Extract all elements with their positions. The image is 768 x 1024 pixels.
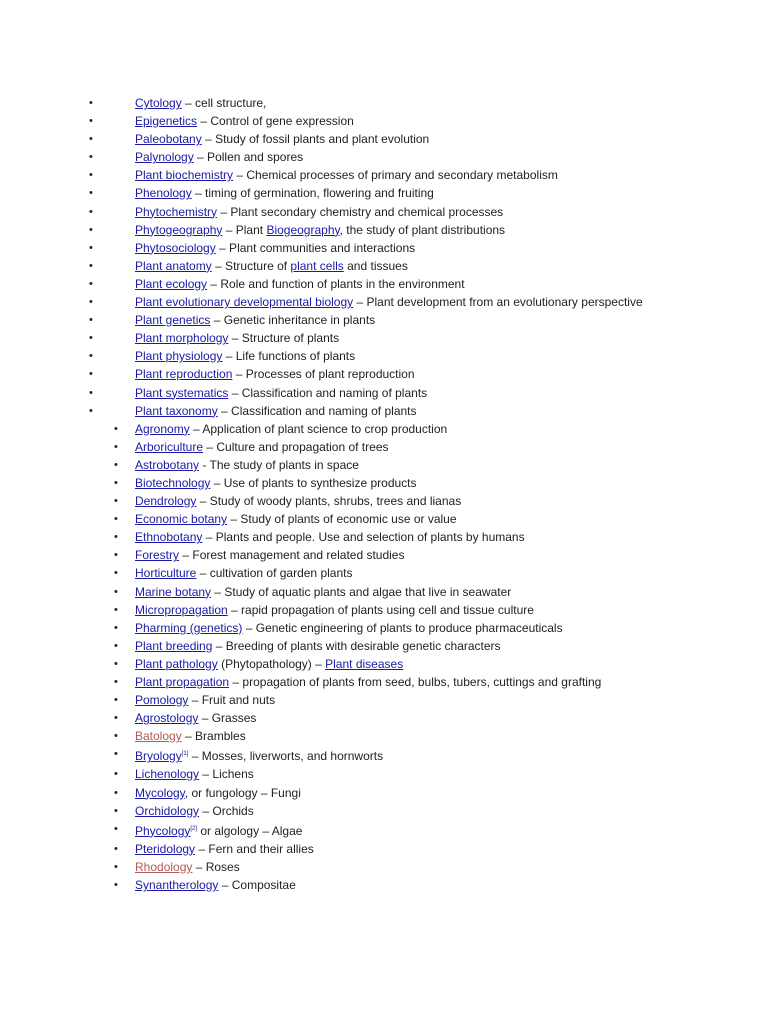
bullet-icon: • xyxy=(114,657,118,670)
term-description: – Pollen and spores xyxy=(193,150,304,165)
term-link[interactable]: Astrobotany xyxy=(135,457,200,472)
list-item xyxy=(0,221,768,239)
term-description: (Phytopathology) – xyxy=(217,656,326,671)
bullet-icon: • xyxy=(114,603,118,616)
term-description: – cell structure, xyxy=(181,96,267,110)
term-description: – Structure of plants xyxy=(228,331,340,346)
term-link[interactable]: Epigenetics xyxy=(135,114,198,129)
term-link[interactable]: Phytochemistry xyxy=(135,204,218,219)
term-description: – cultivation of garden plants xyxy=(196,566,353,581)
bullet-icon: • xyxy=(114,694,118,707)
list-item xyxy=(0,601,768,619)
list-item xyxy=(0,130,768,148)
term-link[interactable]: Dendrology xyxy=(135,494,197,509)
term-description: – timing of germination, flowering and fruiting xyxy=(191,186,434,201)
list-item xyxy=(0,329,768,347)
list-item xyxy=(0,876,768,894)
term-link[interactable]: Plant propagation xyxy=(135,675,230,689)
bullet-icon: • xyxy=(89,277,93,290)
term-description: – Plant secondary chemistry and chemical processes xyxy=(217,204,504,219)
bullet-icon: • xyxy=(114,495,118,508)
list-item xyxy=(0,492,768,510)
bullet-icon: • xyxy=(114,712,118,725)
bullet-icon: • xyxy=(114,585,118,598)
bullet-icon: • xyxy=(89,97,93,109)
inline-link[interactable]: Biogeography xyxy=(266,222,340,237)
document-body xyxy=(0,94,768,894)
term-description: – Classification and naming of plants xyxy=(217,403,417,418)
term-description: – Study of woody plants, shrubs, trees and lianas xyxy=(196,494,462,509)
botany-subdisciplines-list xyxy=(0,94,768,420)
bullet-icon: • xyxy=(114,476,118,489)
list-item xyxy=(0,402,768,420)
list-item xyxy=(0,510,768,528)
bullet-icon: • xyxy=(114,822,118,835)
list-item xyxy=(0,456,768,474)
list-item xyxy=(0,619,768,637)
term-link[interactable]: Phycology xyxy=(135,823,191,838)
list-item xyxy=(0,784,768,802)
term-link[interactable]: Plant physiology xyxy=(135,349,223,364)
bullet-icon: • xyxy=(114,768,118,781)
list-item xyxy=(0,384,768,402)
term-description: – Lichens xyxy=(199,767,254,782)
bullet-icon: • xyxy=(114,549,118,562)
list-item xyxy=(0,275,768,293)
list-item xyxy=(0,148,768,166)
term-link[interactable]: Horticulture xyxy=(135,566,197,581)
term-description: - The study of plants in space xyxy=(199,457,359,472)
bullet-icon: • xyxy=(114,440,118,453)
term-link[interactable]: Plant breeding xyxy=(135,638,213,653)
bullet-icon: • xyxy=(114,730,118,743)
term-link[interactable]: Palynology xyxy=(135,150,194,165)
term-description: – Fruit and nuts xyxy=(188,693,276,708)
bullet-icon: • xyxy=(89,205,93,218)
list-item xyxy=(0,239,768,257)
term-link[interactable]: Plant evolutionary developmental biology xyxy=(135,295,354,310)
term-link[interactable]: Plant taxonomy xyxy=(135,403,218,418)
applied-botany-sublist xyxy=(0,420,768,894)
list-item xyxy=(0,727,768,745)
citation-link[interactable]: [2] xyxy=(190,825,198,832)
bullet-icon: • xyxy=(89,368,93,381)
bullet-icon: • xyxy=(114,513,118,526)
bullet-icon: • xyxy=(89,241,93,254)
bullet-icon: • xyxy=(89,350,93,363)
term-link[interactable]: Phytogeography xyxy=(135,222,223,237)
term-description: – Brambles xyxy=(181,729,246,744)
term-link[interactable]: Cytology xyxy=(135,96,182,110)
bullet-icon: • xyxy=(89,314,93,327)
term-description: , or fungology – Fungi xyxy=(184,785,301,800)
list-item xyxy=(0,840,768,858)
list-item xyxy=(0,438,768,456)
bullet-icon: • xyxy=(114,531,118,544)
bullet-icon: • xyxy=(89,169,93,182)
term-link[interactable]: Phytosociology xyxy=(135,240,216,255)
bullet-icon: • xyxy=(89,187,93,200)
term-description: – Role and function of plants in the environment xyxy=(207,276,465,291)
term-description-tail: and tissues xyxy=(343,258,408,273)
list-item xyxy=(0,112,768,130)
term-description-tail: , the study of plant distributions xyxy=(339,222,506,237)
term-description: – Compositae xyxy=(218,878,296,893)
list-item xyxy=(0,564,768,582)
term-description: – Plant communities and interactions xyxy=(215,240,416,255)
bullet-icon: • xyxy=(114,804,118,817)
bullet-icon: • xyxy=(114,676,118,688)
list-item xyxy=(0,673,768,691)
bullet-icon: • xyxy=(89,115,93,128)
term-description: – Grasses xyxy=(198,711,257,726)
bullet-icon: • xyxy=(89,332,93,345)
term-link[interactable]: Forestry xyxy=(135,548,180,563)
list-item xyxy=(0,637,768,655)
bullet-icon: • xyxy=(89,259,93,272)
list-item xyxy=(0,203,768,221)
bullet-icon: • xyxy=(114,748,118,761)
term-link[interactable]: Plant systematics xyxy=(135,385,229,400)
bullet-icon: • xyxy=(114,567,118,580)
term-description: – Application of plant science to crop production xyxy=(189,421,448,436)
list-item xyxy=(0,820,768,840)
term-link[interactable]: Synantherology xyxy=(135,878,219,893)
bullet-icon: • xyxy=(114,842,118,855)
citation-link[interactable]: [1] xyxy=(181,751,189,758)
list-item xyxy=(0,184,768,202)
term-description: – Roses xyxy=(192,859,240,874)
term-description: – Chemical processes of primary and secondary metabolism xyxy=(233,168,558,183)
bullet-icon: • xyxy=(89,133,93,146)
term-link[interactable]: Orchidology xyxy=(135,803,200,818)
list-item xyxy=(0,583,768,601)
term-link[interactable]: Plant reproduction xyxy=(135,367,233,382)
term-link[interactable]: Plant pathology xyxy=(135,656,218,671)
term-link[interactable]: Batology xyxy=(135,729,182,744)
list-item xyxy=(0,655,768,673)
term-link[interactable]: Micropropagation xyxy=(135,602,228,617)
list-item xyxy=(0,546,768,564)
list-item xyxy=(0,691,768,709)
list-item xyxy=(0,420,768,438)
term-link[interactable]: Pteridology xyxy=(135,841,196,856)
list-item xyxy=(0,709,768,727)
term-link[interactable]: Plant genetics xyxy=(135,313,211,328)
term-link[interactable]: Ethnobotany xyxy=(135,530,203,545)
term-description: – Culture and propagation of trees xyxy=(203,439,389,454)
term-description: or algology – Algae xyxy=(197,823,303,838)
bullet-icon: • xyxy=(89,404,93,417)
list-item xyxy=(0,257,768,275)
list-item xyxy=(0,311,768,329)
term-description: – Life functions of plants xyxy=(222,349,356,364)
bullet-icon: • xyxy=(114,879,118,892)
bullet-icon: • xyxy=(89,296,93,309)
bullet-icon: • xyxy=(114,786,118,799)
term-link[interactable]: Lichenology xyxy=(135,767,200,782)
term-description: – Mosses, liverworts, and hornworts xyxy=(188,749,384,764)
term-link[interactable]: Agrostology xyxy=(135,711,199,726)
term-description: – Plant development from an evolutionary perspective xyxy=(353,295,643,310)
term-link[interactable]: Biotechnology xyxy=(135,475,211,490)
term-description: – Processes of plant reproduction xyxy=(232,367,415,382)
bullet-icon: • xyxy=(114,639,118,652)
term-link[interactable]: Agronomy xyxy=(135,421,190,436)
list-item xyxy=(0,858,768,876)
inline-link[interactable]: Plant diseases xyxy=(325,656,404,671)
bullet-icon: • xyxy=(89,386,93,399)
term-description: – Genetic inheritance in plants xyxy=(210,313,376,328)
term-description: – Study of aquatic plants and algae that live in seawater xyxy=(211,584,512,599)
term-description: – Classification and naming of plants xyxy=(228,385,428,400)
bullet-icon: • xyxy=(114,860,118,873)
term-description: – Forest management and related studies xyxy=(179,548,405,563)
list-item xyxy=(0,802,768,820)
bullet-icon: • xyxy=(114,458,118,471)
term-description: – Plants and people. Use and selection of plants by humans xyxy=(202,530,525,545)
list-item xyxy=(0,765,768,783)
term-link[interactable]: Plant biochemistry xyxy=(135,168,234,183)
list-item xyxy=(0,365,768,383)
bullet-icon: • xyxy=(89,151,93,164)
list-item xyxy=(0,166,768,184)
list-item xyxy=(0,94,768,112)
term-description: – propagation of plants from seed, bulbs, tubers, cuttings and grafting xyxy=(229,675,602,689)
list-item xyxy=(0,745,768,765)
term-description: – Study of fossil plants and plant evolution xyxy=(201,132,430,147)
term-description: – Genetic engineering of plants to produce pharmaceuticals xyxy=(242,620,563,635)
term-link[interactable]: Bryology xyxy=(135,749,182,764)
term-description: – Breeding of plants with desirable genetic characters xyxy=(212,638,501,653)
term-description: – Use of plants to synthesize products xyxy=(210,475,417,490)
term-link[interactable]: Arboriculture xyxy=(135,439,204,454)
term-link[interactable]: Pharming (genetics) xyxy=(135,620,243,635)
term-description: – Control of gene expression xyxy=(197,114,354,129)
term-link[interactable]: Economic botany xyxy=(135,512,228,527)
bullet-icon: • xyxy=(114,621,118,634)
term-link[interactable]: Paleobotany xyxy=(135,132,202,147)
list-item xyxy=(0,293,768,311)
term-link[interactable]: Rhodology xyxy=(135,859,193,874)
term-description: – Orchids xyxy=(199,803,254,818)
term-link[interactable]: Marine botany xyxy=(135,584,212,599)
term-link[interactable]: Plant ecology xyxy=(135,276,208,291)
list-item xyxy=(0,528,768,546)
bullet-icon: • xyxy=(89,223,93,236)
term-description: – Structure of xyxy=(211,258,291,273)
term-link[interactable]: Phenology xyxy=(135,186,192,201)
term-description: – rapid propagation of plants using cell and tissue culture xyxy=(227,602,534,617)
bullet-icon: • xyxy=(114,422,118,435)
inline-link[interactable]: plant cells xyxy=(290,258,344,273)
term-description: – Plant xyxy=(222,222,267,237)
term-description: – Fern and their allies xyxy=(195,841,314,856)
list-item xyxy=(0,347,768,365)
term-link[interactable]: Pomology xyxy=(135,693,189,708)
term-link[interactable]: Plant morphology xyxy=(135,331,229,346)
term-link[interactable]: Plant anatomy xyxy=(135,258,212,273)
term-link[interactable]: Mycology xyxy=(135,785,185,800)
list-item xyxy=(0,474,768,492)
term-description: – Study of plants of economic use or value xyxy=(227,512,457,527)
